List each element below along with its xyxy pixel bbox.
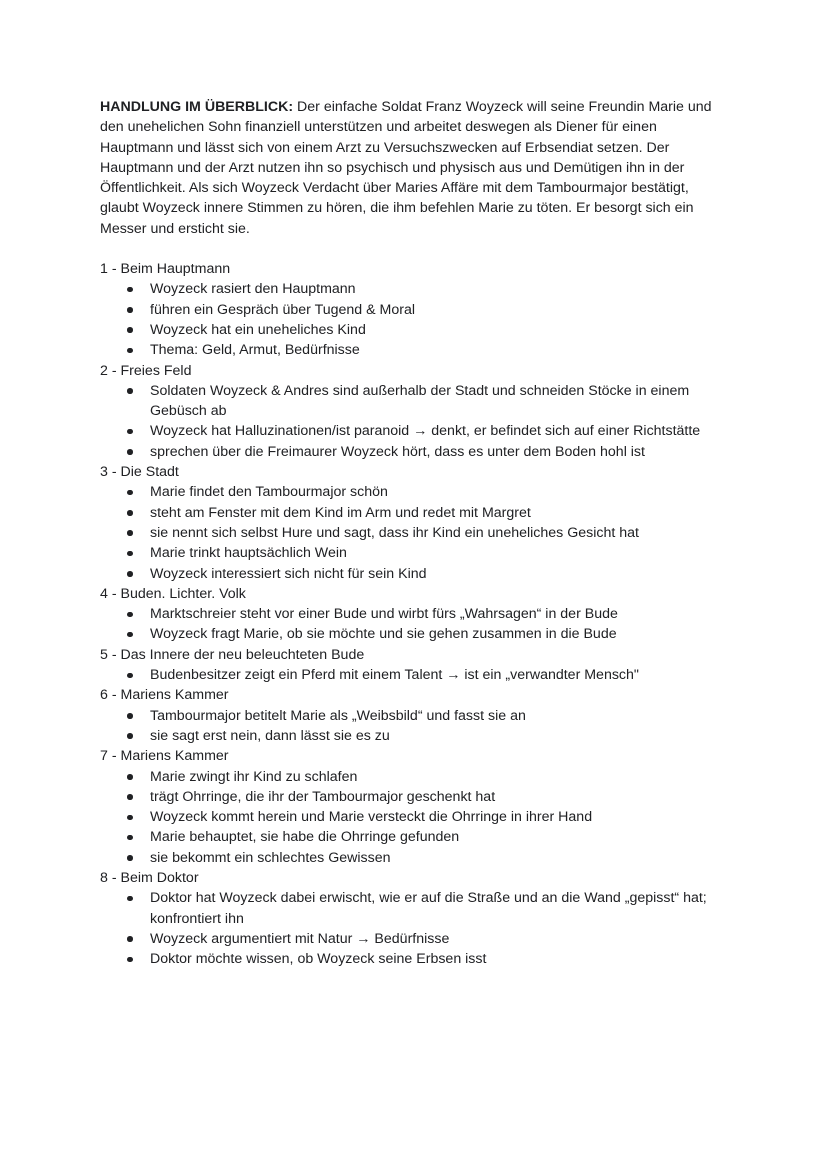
list-item: sie bekommt ein schlechtes Gewissen: [150, 848, 730, 868]
scene-section: [100, 584, 730, 645]
scene-bullet-list: [100, 767, 730, 868]
scene-title: 6 - Mariens Kammer: [100, 687, 229, 704]
scene-bullet-list: [100, 604, 730, 645]
scene-section: [100, 645, 730, 686]
list-item: Marie findet den Tambourmajor schön: [150, 482, 730, 502]
intro-paragraph: [100, 97, 730, 239]
intro-heading: HANDLUNG IM ÜBERBLICK:: [100, 99, 294, 115]
scene-section: [100, 868, 730, 969]
list-item: Woyzeck kommt herein und Marie versteckt die Ohrringe in ihrer Hand: [150, 807, 730, 827]
list-item: Doktor möchte wissen, ob Woyzeck seine Erbsen isst: [150, 949, 730, 969]
list-item: Budenbesitzer zeigt ein Pferd mit einem Talent → ist ein „verwandter Mensch": [150, 665, 730, 685]
list-item: Woyzeck fragt Marie, ob sie möchte und sie gehen zusammen in die Bude: [150, 624, 730, 644]
scene-bullet-list: [100, 381, 730, 462]
list-item: Woyzeck hat ein uneheliches Kind: [150, 320, 730, 340]
list-item: Marie zwingt ihr Kind zu schlafen: [150, 767, 730, 787]
list-item: sie sagt erst nein, dann lässt sie es zu: [150, 726, 730, 746]
list-item: Woyzeck rasiert den Hauptmann: [150, 279, 730, 299]
list-item: Woyzeck interessiert sich nicht für sein Kind: [150, 564, 730, 584]
scene-section: [100, 361, 730, 462]
list-item: Woyzeck argumentiert mit Natur → Bedürfnisse: [150, 929, 730, 949]
scene-title: 2 - Freies Feld: [100, 362, 192, 379]
list-item: Thema: Geld, Armut, Bedürfnisse: [150, 340, 730, 360]
list-item: Woyzeck hat Halluzinationen/ist paranoid → denkt, er befindet sich auf einer Richtstätte: [150, 421, 730, 441]
list-item: steht am Fenster mit dem Kind im Arm und redet mit Margret: [150, 503, 730, 523]
list-item: Marie behauptet, sie habe die Ohrringe gefunden: [150, 827, 730, 847]
scene-bullet-list: [100, 665, 730, 685]
scene-title: 3 - Die Stadt: [100, 464, 179, 481]
scene-list: [100, 259, 730, 969]
scene-bullet-list: [100, 482, 730, 583]
scene-title: 5 - Das Innere der neu beleuchteten Bude: [100, 646, 365, 663]
list-item: Soldaten Woyzeck & Andres sind außerhalb der Stadt und schneiden Stöcke in einem Gebüsch ab: [150, 381, 730, 422]
scene-section: [100, 746, 730, 868]
scene-bullet-list: [100, 888, 730, 969]
scene-section: [100, 259, 730, 360]
scene-title: 8 - Beim Doktor: [100, 869, 199, 886]
list-item: Marie trinkt hauptsächlich Wein: [150, 543, 730, 563]
list-item: führen ein Gespräch über Tugend & Moral: [150, 300, 730, 320]
intro-text: Der einfache Soldat Franz Woyzeck will seine Freundin Marie und den unehelichen Sohn finanziell unterstützen und arbeitet deswegen als Diener für einen Hauptmann und lässt sich von einem Arzt zu Versuchszwecken auf Erbsendiat setzen. Der Hauptmann und der Arzt nutzen ihn so psychisch und physisch aus und Demütigen ihn in der Öffentlichkeit. Als sich Woyzeck Verdacht über Maries Affäre mit dem Tambourmajor bestätigt, glaubt Woyzeck innere Stimmen zu hören, die ihm befehlen Marie zu töten. Er besorgt sich ein Messer und ersticht sie.: [100, 99, 712, 237]
scene-bullet-list: [100, 279, 730, 360]
list-item: Marktschreier steht vor einer Bude und wirbt fürs „Wahrsagen“ in der Bude: [150, 604, 730, 624]
list-item: Tambourmajor betitelt Marie als „Weibsbild“ und fasst sie an: [150, 706, 730, 726]
list-item: Doktor hat Woyzeck dabei erwischt, wie er auf die Straße und an die Wand „gepisst“ hat; konfrontiert ihn: [150, 888, 730, 929]
scene-section: [100, 685, 730, 746]
scene-section: [100, 462, 730, 584]
scene-title: 1 - Beim Hauptmann: [100, 261, 231, 278]
scene-title: 7 - Mariens Kammer: [100, 748, 229, 765]
list-item: sprechen über die Freimaurer Woyzeck hört, dass es unter dem Boden hohl ist: [150, 442, 730, 462]
list-item: trägt Ohrringe, die ihr der Tambourmajor geschenkt hat: [150, 787, 730, 807]
scene-title: 4 - Buden. Lichter. Volk: [100, 585, 246, 602]
list-item: sie nennt sich selbst Hure und sagt, dass ihr Kind ein uneheliches Gesicht hat: [150, 523, 730, 543]
scene-bullet-list: [100, 706, 730, 747]
document-page: [100, 97, 730, 969]
